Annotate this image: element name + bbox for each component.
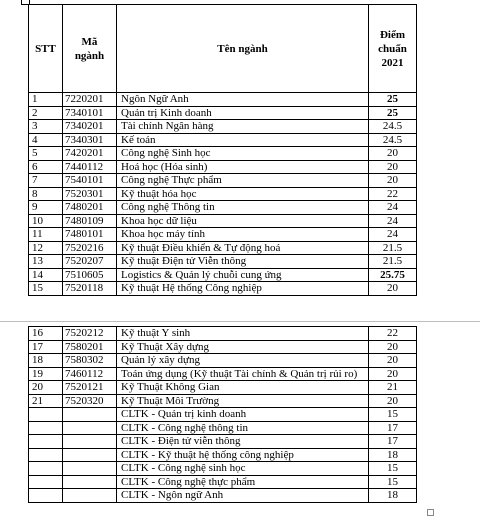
row-stt: 14 (29, 268, 63, 282)
row-stt (29, 462, 63, 476)
row-name: Ngôn Ngữ Anh (117, 93, 369, 107)
row-score: 20 (369, 354, 417, 368)
row-name: Hoá học (Hóa sinh) (117, 160, 369, 174)
row-stt: 21 (29, 394, 63, 408)
row-name: Logistics & Quản lý chuỗi cung ứng (117, 268, 369, 282)
row-name: Kỹ Thuật Không Gian (117, 381, 369, 395)
row-name: Toán ứng dụng (Kỹ thuật Tài chính & Quản trị rủi ro) (117, 367, 369, 381)
row-score: 21.5 (369, 255, 417, 269)
table-row (29, 93, 417, 107)
table-row (29, 327, 417, 341)
table-row (29, 367, 417, 381)
row-code: 7340101 (63, 106, 117, 120)
admission-scores-table-part2 (28, 326, 417, 503)
row-name: CLTK - Công nghệ thông tin (117, 421, 369, 435)
row-score: 18 (369, 448, 417, 462)
table-row (29, 435, 417, 449)
row-code: 7520207 (63, 255, 117, 269)
row-code: 7220201 (63, 93, 117, 107)
table-row (29, 489, 417, 503)
row-stt (29, 489, 63, 503)
row-code: 7520301 (63, 187, 117, 201)
table-row (29, 340, 417, 354)
row-score: 22 (369, 187, 417, 201)
row-score: 24 (369, 214, 417, 228)
row-stt: 5 (29, 147, 63, 161)
row-stt: 1 (29, 93, 63, 107)
row-name: CLTK - Quản trị kinh doanh (117, 408, 369, 422)
row-stt (29, 408, 63, 422)
table-row (29, 462, 417, 476)
row-stt: 2 (29, 106, 63, 120)
header-score: Điểm chuẩn 2021 (369, 5, 417, 93)
row-code (63, 475, 117, 489)
table-header-row (29, 5, 417, 93)
row-stt: 12 (29, 241, 63, 255)
row-code (63, 421, 117, 435)
row-stt: 10 (29, 214, 63, 228)
row-score: 21.5 (369, 241, 417, 255)
row-stt: 4 (29, 133, 63, 147)
row-name: Công nghệ Thực phẩm (117, 174, 369, 188)
row-stt: 8 (29, 187, 63, 201)
table-row (29, 475, 417, 489)
table-row (29, 160, 417, 174)
row-stt (29, 475, 63, 489)
table-row (29, 147, 417, 161)
row-stt: 20 (29, 381, 63, 395)
row-name: CLTK - Công nghệ sinh học (117, 462, 369, 476)
table-row (29, 421, 417, 435)
table-row (29, 448, 417, 462)
row-code: 7340301 (63, 133, 117, 147)
row-score: 21 (369, 381, 417, 395)
row-score: 20 (369, 147, 417, 161)
row-name: Quản trị Kinh doanh (117, 106, 369, 120)
header-name: Tên ngành (117, 5, 369, 93)
row-score: 25.75 (369, 268, 417, 282)
header-stt: STT (29, 5, 63, 93)
row-code: 7480109 (63, 214, 117, 228)
row-code: 7520320 (63, 394, 117, 408)
row-stt: 9 (29, 201, 63, 215)
admission-scores-table-part1 (28, 4, 417, 296)
row-score: 20 (369, 282, 417, 296)
row-score: 24 (369, 201, 417, 215)
row-code (63, 408, 117, 422)
row-score: 15 (369, 475, 417, 489)
row-stt (29, 448, 63, 462)
row-score: 17 (369, 421, 417, 435)
row-score: 15 (369, 408, 417, 422)
row-name: Tài chính Ngân hàng (117, 120, 369, 134)
row-code: 7520212 (63, 327, 117, 341)
row-stt: 3 (29, 120, 63, 134)
row-name: Quản lý xây dựng (117, 354, 369, 368)
row-code: 7520216 (63, 241, 117, 255)
row-score: 20 (369, 160, 417, 174)
row-stt: 13 (29, 255, 63, 269)
row-stt: 16 (29, 327, 63, 341)
table-row (29, 106, 417, 120)
row-score: 22 (369, 327, 417, 341)
table-row (29, 133, 417, 147)
row-score: 25 (369, 93, 417, 107)
table-row (29, 201, 417, 215)
row-code (63, 435, 117, 449)
row-stt (29, 435, 63, 449)
row-score: 24.5 (369, 133, 417, 147)
row-name: CLTK - Ngôn ngữ Anh (117, 489, 369, 503)
table-row (29, 255, 417, 269)
row-stt (29, 421, 63, 435)
row-name: Kỹ thuật Hệ thống Công nghiệp (117, 282, 369, 296)
row-score: 20 (369, 367, 417, 381)
table-row (29, 354, 417, 368)
row-stt: 19 (29, 367, 63, 381)
row-name: CLTK - Công nghệ thực phẩm (117, 475, 369, 489)
row-code: 7540101 (63, 174, 117, 188)
row-code: 7520121 (63, 381, 117, 395)
row-code: 7340201 (63, 120, 117, 134)
row-score: 25 (369, 106, 417, 120)
row-name: Kỹ Thuật Môi Trường (117, 394, 369, 408)
table-row (29, 381, 417, 395)
row-stt: 6 (29, 160, 63, 174)
row-name: Khoa học dữ liệu (117, 214, 369, 228)
row-stt: 18 (29, 354, 63, 368)
row-name: Kỹ thuật hóa học (117, 187, 369, 201)
row-code: 7420201 (63, 147, 117, 161)
row-code (63, 462, 117, 476)
row-score: 20 (369, 394, 417, 408)
row-code: 7510605 (63, 268, 117, 282)
row-stt: 7 (29, 174, 63, 188)
row-name: Công nghệ Thông tin (117, 201, 369, 215)
row-name: Công nghệ Sinh học (117, 147, 369, 161)
row-score: 20 (369, 174, 417, 188)
row-code (63, 448, 117, 462)
row-name: Kỹ thuật Điều khiển & Tự động hoá (117, 241, 369, 255)
row-score: 18 (369, 489, 417, 503)
row-stt: 15 (29, 282, 63, 296)
header-code: Mã ngành (63, 5, 117, 93)
row-name: CLTK - Điện tử viễn thông (117, 435, 369, 449)
row-score: 15 (369, 462, 417, 476)
row-code (63, 489, 117, 503)
row-name: Kỹ thuật Y sinh (117, 327, 369, 341)
row-code: 7480201 (63, 201, 117, 215)
row-stt: 17 (29, 340, 63, 354)
row-code: 7520118 (63, 282, 117, 296)
row-stt: 11 (29, 228, 63, 242)
table-row (29, 268, 417, 282)
row-name: Khoa học máy tính (117, 228, 369, 242)
table-row (29, 228, 417, 242)
row-code: 7440112 (63, 160, 117, 174)
table-row (29, 187, 417, 201)
row-name: Kế toán (117, 133, 369, 147)
row-score: 20 (369, 340, 417, 354)
row-code: 7580302 (63, 354, 117, 368)
row-score: 24 (369, 228, 417, 242)
table-row (29, 120, 417, 134)
row-score: 17 (369, 435, 417, 449)
table-row (29, 174, 417, 188)
row-code: 7580201 (63, 340, 117, 354)
row-code: 7480101 (63, 228, 117, 242)
page-break-divider (0, 321, 480, 322)
table-row (29, 394, 417, 408)
row-score: 24.5 (369, 120, 417, 134)
table-row (29, 408, 417, 422)
row-name: Kỹ Thuật Xây dựng (117, 340, 369, 354)
table-row (29, 282, 417, 296)
row-name: Kỹ thuật Điện tử Viễn thông (117, 255, 369, 269)
row-code: 7460112 (63, 367, 117, 381)
table-row (29, 241, 417, 255)
row-name: CLTK - Kỹ thuật hệ thống công nghiệp (117, 448, 369, 462)
table-row (29, 214, 417, 228)
